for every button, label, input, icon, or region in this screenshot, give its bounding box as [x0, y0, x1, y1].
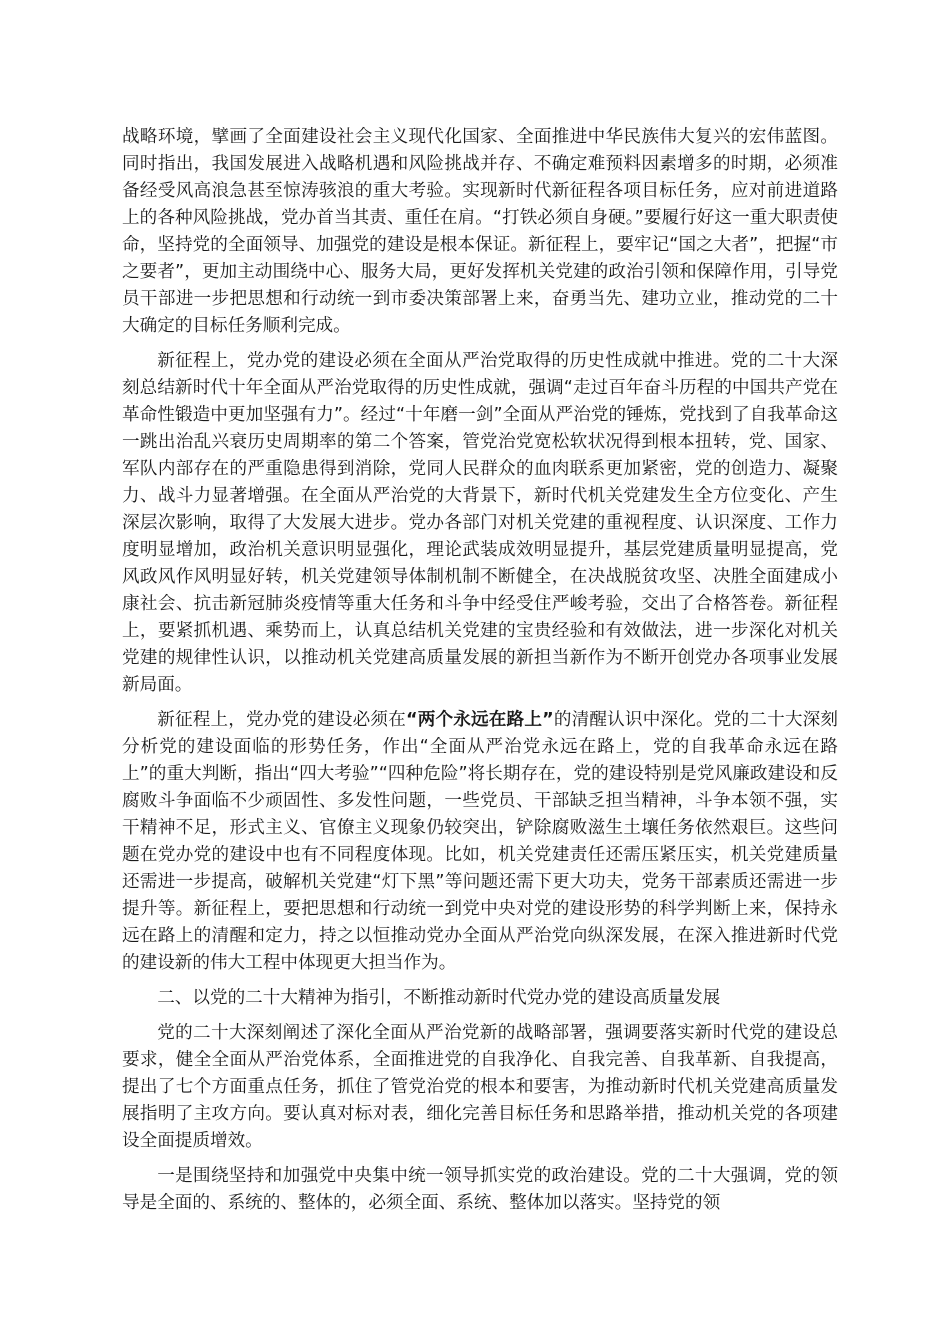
paragraph-5: 一是围绕坚持和加强党中央集中统一领导抓实党的政治建设。党的二十大强调，党的领导是全面的、系统的、整体的，必须全面、系统、整体加以落实。坚持党的领 [122, 1166, 838, 1213]
paragraph-2: 新征程上，党办党的建设必须在全面从严治党取得的历史性成就中推进。党的二十大深刻总结新时代十年全面从严治党取得的历史性成就，强调“走过百年奋斗历程的中国共产党在革命性锻造中更加坚强有力”。经过“十年磨一剑”全面从严治党的锤炼，党找到了自我革命这一跳出治乱兴衰历史周期率的第二个答案，管党治党宽松软状况得到根本扭转，党、国家、军队内部存在的严重隐患得到消除，党同人民群众的血肉联系更加紧密，党的创造力、凝聚力、战斗力显著增强。在全面从严治党的大背景下，新时代机关党建发生全方位变化、产生深层次影响，取得了大发展大进步。党办各部门对机关党建的重视程度、认识深度、工作力度明显增加，政治机关意识明显强化，理论武装成效明显提升，基层党建质量明显提高，党风政风作风明显好转，机关党建领导体制机制不断健全，在决战脱贫攻坚、决胜全面建成小康社会、抗击新冠肺炎疫情等重大任务和斗争中经受住严峻考验，交出了合格答卷。新征程上，要紧抓机遇、乘势而上，认真总结机关党建的宝贵经验和有效做法，进一步深化对机关党建的规律性认识，以推动机关党建高质量发展的新担当新作为不断开创党办各项事业发展新局面。 [122, 351, 838, 695]
paragraph-3-emphasis: “两个永远在路上” [405, 710, 554, 730]
paragraph-3-body: 的清醒认识中深化。党的二十大深刻分析党的建设面临的形势任务，作出“全面从严治党永远在路上，党的自我革命永远在路上”的重大判断，指出“四大考验”“四种危险”将长期存在，党的建设特别是党风廉政建设和反腐败斗争面临不少顽固性、多发性问题，一些党员、干部缺乏担当精神，斗争本领不强，实干精神不足，形式主义、官僚主义现象仍较突出，铲除腐败滋生土壤任务依然艰巨。这些问题在党办党的建设中也有不同程度体现。比如，机关党建责任还需压紧压实，机关党建质量还需进一步提高，破解机关党建“灯下黑”等问题还需下更大功夫，党务干部素质还需进一步提升等。新征程上，要把思想和行动统一到党中央对党的建设形势的科学判断上来，保持永远在路上的清醒和定力，持之以恒推动党办全面从严治党向纵深发展，在深入推进新时代党的建设新的伟大工程中体现更大担当作为。 [122, 710, 838, 973]
document-page [122, 124, 838, 1225]
paragraph-1: 战略环境，擘画了全面建设社会主义现代化国家、全面推进中华民族伟大复兴的宏伟蓝图。同时指出，我国发展进入战略机遇和风险挑战并存、不确定难预料因素增多的时期，必须准备经受风高浪急甚至惊涛骇浪的重大考验。实现新时代新征程各项目标任务，应对前进道路上的各种风险挑战，党办首当其责、重任在肩。“打铁必须自身硬。”要履行好这一重大职责使命，坚持党的全面领导、加强党的建设是根本保证。新征程上，要牢记“国之大者”，把握“市之要者”，更加主动围绕中心、服务大局，更好发挥机关党建的政治引领和保障作用，引导党员干部进一步把思想和行动统一到市委决策部署上来，奋勇当先、建功立业，推动党的二十大确定的目标任务顺利完成。 [122, 127, 838, 336]
paragraph-4: 党的二十大深刻阐述了深化全面从严治党新的战略部署，强调要落实新时代党的建设总要求，健全全面从严治党体系，全面推进党的自我净化、自我完善、自我革新、自我提高，提出了七个方面重点任务，抓住了管党治党的根本和要害，为推动新时代机关党建高质量发展指明了主攻方向。要认真对标对表，细化完善目标任务和思路举措，推动机关党的各项建设全面提质增效。 [122, 1023, 838, 1151]
paragraph-3 [122, 707, 838, 977]
paragraph-3-lead: 新征程上，党办党的建设必须在 [157, 710, 406, 730]
section-heading-2: 二、以党的二十大精神为指引，不断推动新时代党办党的建设高质量发展 [157, 988, 721, 1008]
